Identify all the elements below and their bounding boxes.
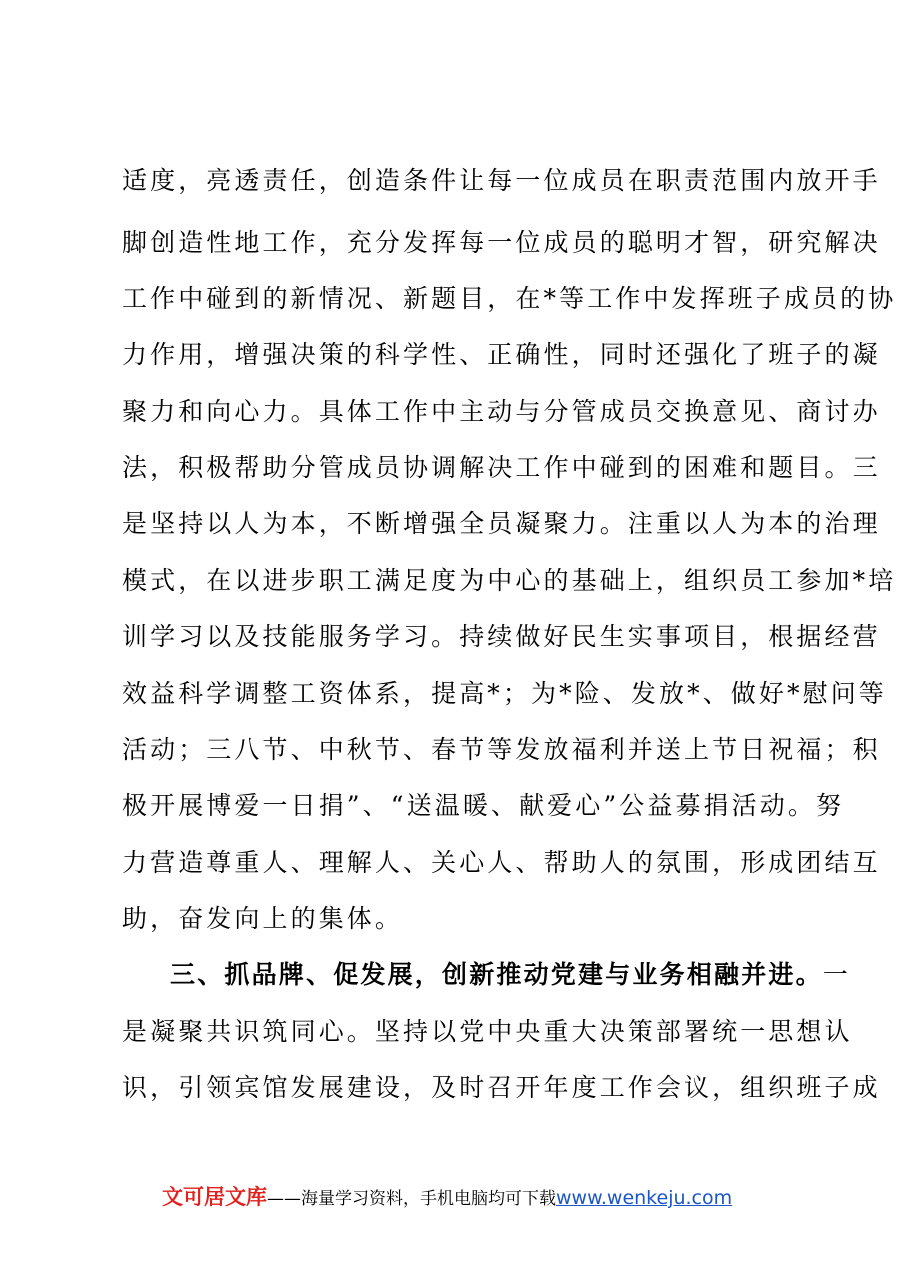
body-text-line: 活动；三八节、中秋节、春节等发放福利并送上节日祝福；积	[122, 735, 881, 764]
section-heading-continuation: 一	[822, 960, 851, 989]
body-text-line: 助，奋发向上的集体。	[122, 904, 404, 933]
footer-banner	[162, 1183, 732, 1211]
body-text-line: 是坚持以人为本，不断增强全员凝聚力。注重以人为本的治理	[122, 509, 881, 538]
body-text-line: 是凝聚共识筑同心。坚持以党中央重大决策部署统一思想认	[122, 1017, 853, 1046]
body-text-line: 模式，在以进步职工满足度为中心的基础上，组织员工参加*培	[122, 566, 897, 595]
body-text-line: 力营造尊重人、理解人、关心人、帮助人的氛围，形成团结互	[122, 848, 881, 877]
body-text-line: 工作中碰到的新情况、新题目，在*等工作中发挥班子成员的协	[122, 284, 897, 313]
body-text-line: 识，引领宾馆发展建设，及时召开年度工作会议，组织班子成	[122, 1073, 881, 1102]
footer-brand: 文可居文库	[162, 1185, 267, 1209]
body-text-line: 效益科学调整工资体系，提高*；为*险、发放*、做好*慰问等	[122, 679, 887, 708]
footer-website-link[interactable]: www.wenkeju.com	[556, 1187, 733, 1209]
body-text-line: 脚创造性地工作，充分发挥每一位成员的聪明才智，研究解决	[122, 228, 881, 257]
body-text-line: 极开展博爱一日捐”、“送温暖、献爱心”公益募捐活动。努	[122, 791, 845, 820]
body-text-line: 聚力和向心力。具体工作中主动与分管成员交换意见、商讨办	[122, 397, 881, 426]
section-heading-text: 三、抓品牌、促发展，创新推动党建与业务相融并进。	[170, 960, 823, 989]
body-text-line: 适度，亮透责任，创造条件让每一位成员在职责范围内放开手	[122, 166, 881, 195]
body-text-line: 法，积极帮助分管成员协调解决工作中碰到的困难和题目。三	[122, 453, 881, 482]
footer-tagline: ——海量学习资料，手机电脑均可下载	[267, 1189, 556, 1209]
body-text-line: 力作用，增强决策的科学性、正确性，同时还强化了班子的凝	[122, 340, 881, 369]
body-text-line: 训学习以及技能服务学习。持续做好民生实事项目，根据经营	[122, 622, 881, 651]
section-heading	[170, 960, 851, 990]
